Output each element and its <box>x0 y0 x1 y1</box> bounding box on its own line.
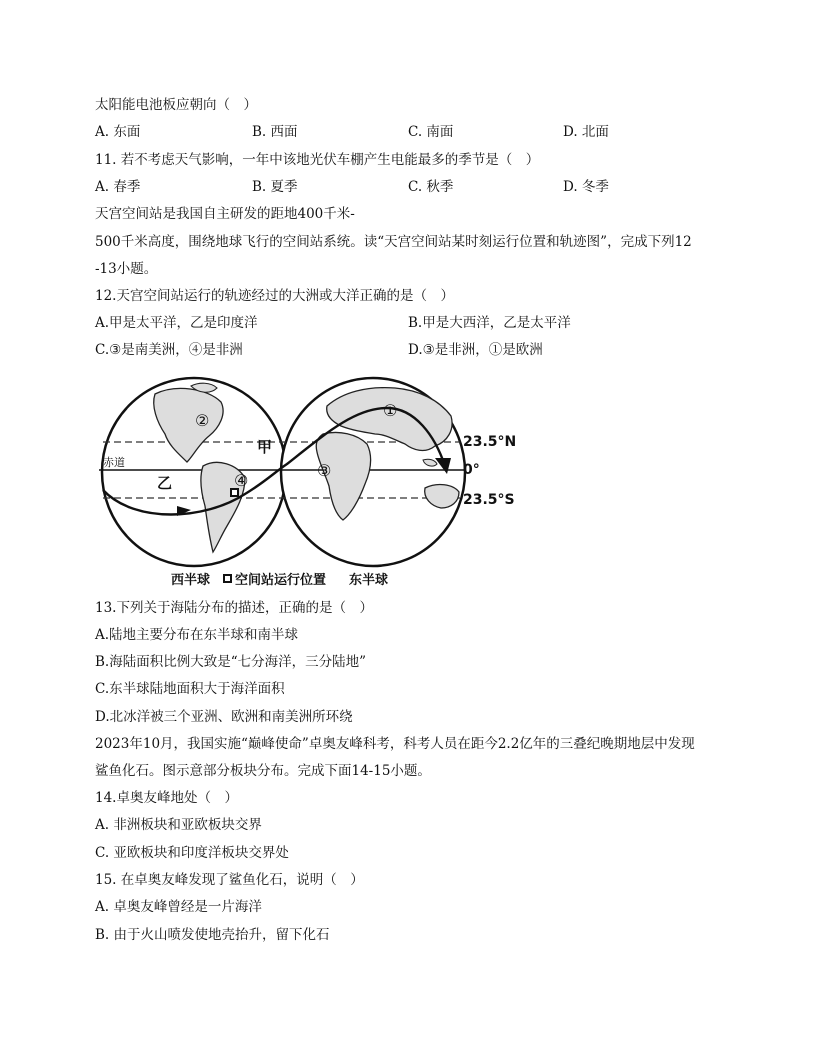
q11-option-d: D. 冬季 <box>563 179 609 195</box>
label-circle-4: ④ <box>234 471 249 490</box>
label-circle-1: ① <box>383 401 398 420</box>
label-yi: 乙 <box>157 474 173 492</box>
q12-option-a: A.甲是太平洋，乙是印度洋 <box>95 315 258 331</box>
label-lat-south: 23.5°S <box>463 492 515 508</box>
q13-option-b: B.海陆面积比例大致是“七分海洋，三分陆地” <box>95 654 367 670</box>
q13-option-a: A.陆地主要分布在东半球和南半球 <box>95 627 299 643</box>
everest-intro-line-2: 鲨鱼化石。图示意部分板块分布。完成下面14-15小题。 <box>95 763 431 779</box>
label-circle-2: ② <box>195 411 210 430</box>
q15-stem: 15. 在卓奥友峰发现了鲨鱼化石，说明（ ） <box>95 872 364 888</box>
q11-option-b: B. 夏季 <box>252 179 298 195</box>
q11-stem: 11. 若不考虑天气影响，一年中该地光伏车棚产生电能最多的季节是（ ） <box>95 152 540 168</box>
q11-option-a: A. 春季 <box>95 179 141 195</box>
q13-option-d: D.北冰洋被三个亚洲、欧洲和南美洲所环绕 <box>95 709 353 725</box>
label-circle-3: ③ <box>317 461 332 480</box>
q12-stem: 12.天宫空间站运行的轨迹经过的大洲或大洋正确的是（ ） <box>95 288 454 304</box>
q13-stem: 13.下列关于海陆分布的描述，正确的是（ ） <box>95 600 373 616</box>
space-station-marker-inner <box>232 490 237 495</box>
caption-station-marker-inner <box>225 576 230 581</box>
q10-option-d: D. 北面 <box>563 124 609 140</box>
q12-option-d: D.③是非洲，①是欧洲 <box>408 342 543 358</box>
label-equator: 赤道 <box>103 456 125 469</box>
label-lat-north: 23.5°N <box>463 434 517 450</box>
caption-eastern-hemisphere: 东半球 <box>349 573 389 588</box>
label-jia: 甲 <box>257 438 273 456</box>
station-intro-line-1: 天宫空间站是我国自主研发的距地400千米- <box>95 206 355 222</box>
q10-option-a: A. 东面 <box>95 124 141 140</box>
q14-option-a: A. 非洲板块和亚欧板块交界 <box>95 817 262 833</box>
q15-option-b: B. 由于火山喷发使地壳抬升，留下化石 <box>95 927 330 943</box>
q14-option-c: C. 亚欧板块和印度洋板块交界处 <box>95 845 289 861</box>
hemisphere-map <box>95 374 525 592</box>
q10-option-c: C. 南面 <box>408 124 454 140</box>
q11-option-c: C. 秋季 <box>408 179 454 195</box>
hemisphere-orbit-figure <box>95 374 525 592</box>
label-lat-zero: 0° <box>463 462 480 478</box>
q10-option-b: B. 西面 <box>252 124 298 140</box>
everest-intro-line-1: 2023年10月，我国实施“巅峰使命”卓奥友峰科考，科考人员在距今2.2亿年的三叠纪晚期地层中发现 <box>95 736 695 752</box>
q12-option-b: B.甲是大西洋，乙是太平洋 <box>408 315 571 331</box>
q15-option-a: A. 卓奥友峰曾经是一片海洋 <box>95 899 262 915</box>
station-intro-line-2: 500千米高度，围绕地球飞行的空间站系统。读“天宫空间站某时刻运行位置和轨迹图”，完成下列12 <box>95 234 692 250</box>
q10-stem-end: 太阳能电池板应朝向（ ） <box>95 97 257 113</box>
q12-option-c: C.③是南美洲，④是非洲 <box>95 342 243 358</box>
q13-option-c: C.东半球陆地面积大于海洋面积 <box>95 681 285 697</box>
caption-station-position: 空间站运行位置 <box>235 573 327 588</box>
q14-stem: 14.卓奥友峰地处（ ） <box>95 790 238 806</box>
caption-western-hemisphere: 西半球 <box>171 573 211 588</box>
station-intro-line-3: -13小题。 <box>95 261 158 277</box>
